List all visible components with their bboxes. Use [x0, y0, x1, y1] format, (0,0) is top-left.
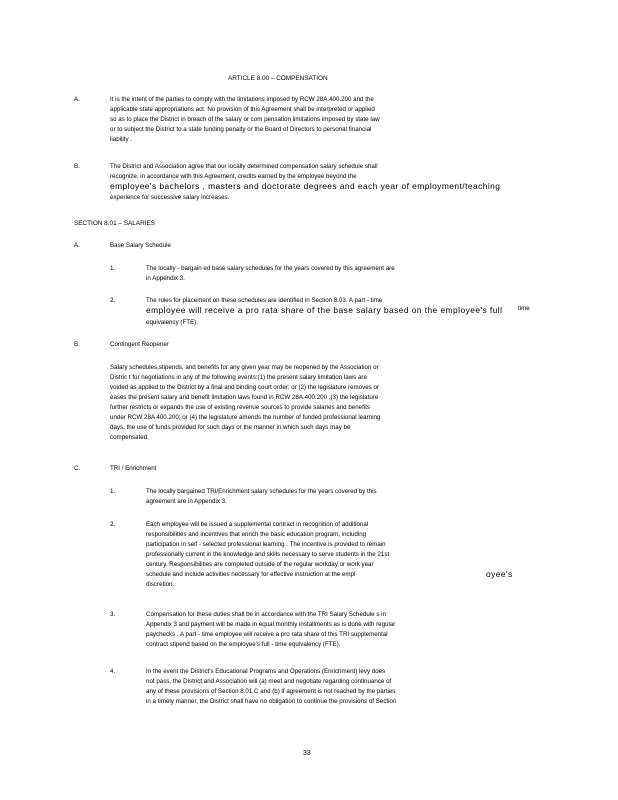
page-number: 33 — [303, 750, 311, 757]
paragraph-line: equivalency (FTE). — [146, 319, 198, 326]
subsection-b-marker: B. — [74, 341, 80, 348]
paragraph-line: contract stipend based on the employee's full - time equivalency (FTE). — [146, 641, 341, 648]
article-title: ARTICLE 8.00 – COMPENSATION — [228, 75, 328, 82]
paragraph-line: Compensation for these duties shall be in accordance with the TRI Salary Schedule s in — [146, 611, 386, 618]
paragraph-line: days, the use of funds provided for such days or the manner in which such days may be — [110, 424, 351, 431]
item-number: 3. — [110, 611, 116, 618]
paragraph-line: The locally bargained TRI/Enrichment salary schedules for the years covered by this — [146, 488, 377, 495]
paragraph-line: recognize, in accordance with this Agreement, credits earned by the employee beyond the — [110, 173, 357, 180]
paragraph-line: voided as applied to the District by a final and binding court order; or (2) the legislature removes or — [110, 384, 379, 391]
paragraph-line: or to subject the District to a state funding penalty or the Board of Directors to personal financial — [110, 126, 372, 133]
paragraph-line: century. Responsibilities are completed outside of the regular workday or work year — [146, 561, 374, 568]
paragraph-line: not pass, the District and Association will (a) meet and negotiate regarding continuance of — [146, 678, 392, 685]
paragraph-line: paychecks . A part - time employee will receive a pro rata share of this TRI supplemental — [146, 631, 388, 638]
paragraph-line: In the event the District's Educational Programs and Operations (Enrichment) levy does — [146, 668, 386, 675]
item-number: 4. — [110, 668, 116, 675]
paragraph-line: responsibilities and incentives that enrich the basic education program, including — [146, 531, 367, 538]
paragraph-line-fragment: oyee's — [486, 569, 513, 579]
item-number: 2. — [110, 521, 116, 528]
paragraph-line: under RCW 28A 400.200; or (4) the legislature amends the number of funded professional learning — [110, 414, 381, 421]
paragraph-line: so as to place the District in breach of the salary or com pensation limitations imposed by state law — [110, 116, 380, 123]
paragraph-line: applicable state appropriations act. No provision of this Agreement shall be interpreted or applied — [110, 106, 375, 113]
paragraph-line: in Appendix 3. — [146, 275, 185, 282]
item-number: 2. — [110, 297, 116, 304]
overlap-text: time — [518, 305, 530, 312]
paragraph-line: Appendix 3 and payment will be made in equal monthly installments as is done with regular — [146, 621, 396, 628]
subsection-c-heading: TRI / Enrichment — [110, 465, 157, 472]
subsection-c-marker: C. — [74, 465, 81, 472]
paragraph-line: liability . — [110, 136, 133, 143]
paragraph-line: professionally current in the knowledge and skills necessary to serve students in the 21st — [146, 551, 390, 558]
paragraph-line: further restricts or expands the use of existing revenue sources to provide salaries and benefits — [110, 404, 371, 411]
section-8-01-heading: SECTION 8.01 – SALARIES — [74, 220, 155, 227]
paragraph-line: The District and Association agree that our locally determined compensation salary schedule shall — [110, 163, 378, 170]
paragraph-line: Distric t for negotiations in any of the following events:(1) the present salary limitation laws are — [110, 374, 367, 381]
paragraph-line: Salary schedules,stipends, and benefits for any given year may be reopened by the Association or — [110, 364, 379, 371]
item-number: 1. — [110, 488, 116, 495]
paragraph-line: The locally - bargain ed base salary schedules for the years covered by this agreement are — [146, 265, 395, 272]
section-a-marker: A. — [74, 96, 80, 103]
paragraph-line: participation in self - selected professional learning . The incentive is provided to remain — [146, 541, 386, 548]
paragraph-line: employee's bachelors , masters and doctorate degrees and each year of employment/teaching — [110, 181, 501, 191]
paragraph-line: employee will receive a pro rata share of the base salary based on the employee's full — [146, 305, 503, 315]
subsection-a-heading: Base Salary Schedule — [110, 242, 171, 249]
paragraph-line: experience for successive salary increases. — [110, 194, 230, 201]
paragraph-line: discretion. — [146, 581, 175, 588]
paragraph-line: The rules for placement on these schedules are identified in Section 8.03. A part - time — [146, 297, 383, 304]
paragraph-line: schedule and include activities necessary for effective instruction at the empl — [146, 571, 356, 578]
section-b-marker: B. — [74, 163, 80, 170]
paragraph-line: in a timely manner, the District shall have no obligation to continue the provisions of Section — [146, 698, 397, 705]
paragraph-line: agreement are in Appendix 3. — [146, 498, 227, 505]
paragraph-line: compensated. — [110, 434, 149, 441]
item-number: 1. — [110, 265, 116, 272]
subsection-b-heading: Contingent Reopener — [110, 341, 169, 348]
paragraph-line: Each employee will be issued a supplemental contract in recognition of additional — [146, 521, 369, 528]
paragraph-line: any of these provisions of Section 8.01.C and (b) if agreement is not reached by the parties — [146, 688, 396, 695]
subsection-a-marker: A. — [74, 242, 80, 249]
paragraph-line: eases the present salary and benefit limitation laws found in RCW 28A.400.200 ;(3) the legislature — [110, 394, 379, 401]
paragraph-line: It is the intent of the parties to comply with the limitations imposed by RCW 28A.400.200 and the — [110, 96, 374, 103]
